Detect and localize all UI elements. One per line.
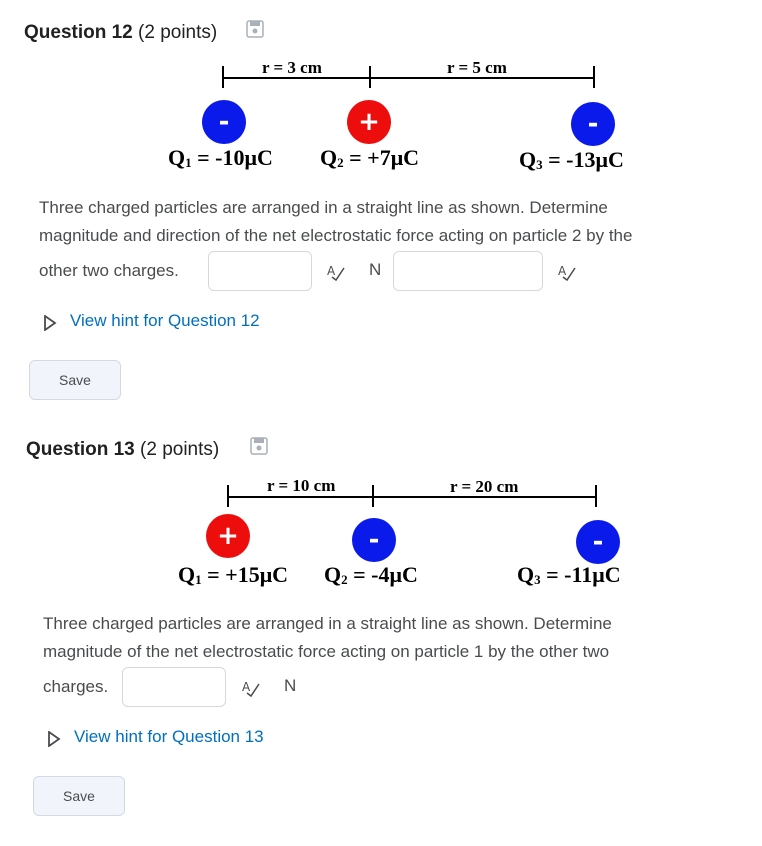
charge-1-label: $Q_1 = -10\mu C$ — [168, 145, 273, 170]
charge-2-circle: + — [347, 100, 391, 144]
tick-middle — [372, 485, 374, 507]
question-title: Question 13 — [26, 439, 135, 460]
question-title: Question 12 — [24, 22, 133, 43]
charge-3-circle: - — [571, 102, 615, 146]
charge-2-circle: - — [352, 518, 396, 562]
tick-left — [227, 485, 229, 507]
expand-triangle-icon[interactable] — [47, 731, 61, 747]
charge-3-label: $Q_3 = -11\mu C$ — [517, 562, 621, 587]
distance-label-2: r = 20 cm — [450, 477, 519, 496]
unit-label: N — [284, 676, 297, 695]
question-13-prompt — [43, 610, 743, 666]
charge-2-label: $Q_2 = +7\mu C$ — [320, 145, 420, 170]
prompt-line: magnitude of the net electrostatic force acting on particle 1 by the other two — [43, 642, 610, 661]
svg-text:A: A — [242, 680, 251, 694]
prompt-line: magnitude and direction of the net electrostatic force acting on particle 2 by the — [39, 226, 633, 245]
charge-1-label: $Q_1 = +15\mu C$ — [178, 562, 289, 587]
svg-text:A: A — [558, 264, 567, 278]
prompt-line: Three charged particles are arranged in a straight line as shown. Determine — [39, 198, 608, 217]
distance-label-1: r = 10 cm — [267, 476, 336, 495]
save-button[interactable]: Save — [29, 360, 121, 400]
view-hint-link[interactable]: View hint for Question 12 — [70, 311, 260, 330]
charge-3-circle: - — [576, 520, 620, 564]
svg-text:A: A — [327, 264, 336, 278]
save-button[interactable]: Save — [33, 776, 125, 816]
prompt-line: Three charged particles are arranged in a straight line as shown. Determine — [43, 614, 612, 633]
tick-right — [595, 485, 597, 507]
prompt-line: other two charges. — [39, 261, 179, 280]
charge-3-label: $Q_3 = -13\mu C$ — [519, 147, 624, 172]
prompt-line: charges. — [43, 677, 109, 696]
question-points: (2 points) — [140, 439, 220, 460]
charge-2-label: $Q_2 = -4\mu C$ — [324, 562, 418, 587]
distance-label-1: r = 3 cm — [262, 58, 322, 77]
charge-1-circle: + — [206, 514, 250, 558]
distance-line — [227, 496, 597, 498]
spellcheck-icon[interactable] — [241, 678, 261, 698]
charge-1-circle: - — [202, 100, 246, 144]
view-hint-link[interactable]: View hint for Question 13 — [74, 727, 264, 746]
question-points: (2 points) — [138, 22, 218, 43]
unit-label: N — [369, 260, 382, 279]
distance-label-2: r = 5 cm — [447, 58, 507, 77]
answer-input-magnitude[interactable] — [122, 667, 226, 707]
